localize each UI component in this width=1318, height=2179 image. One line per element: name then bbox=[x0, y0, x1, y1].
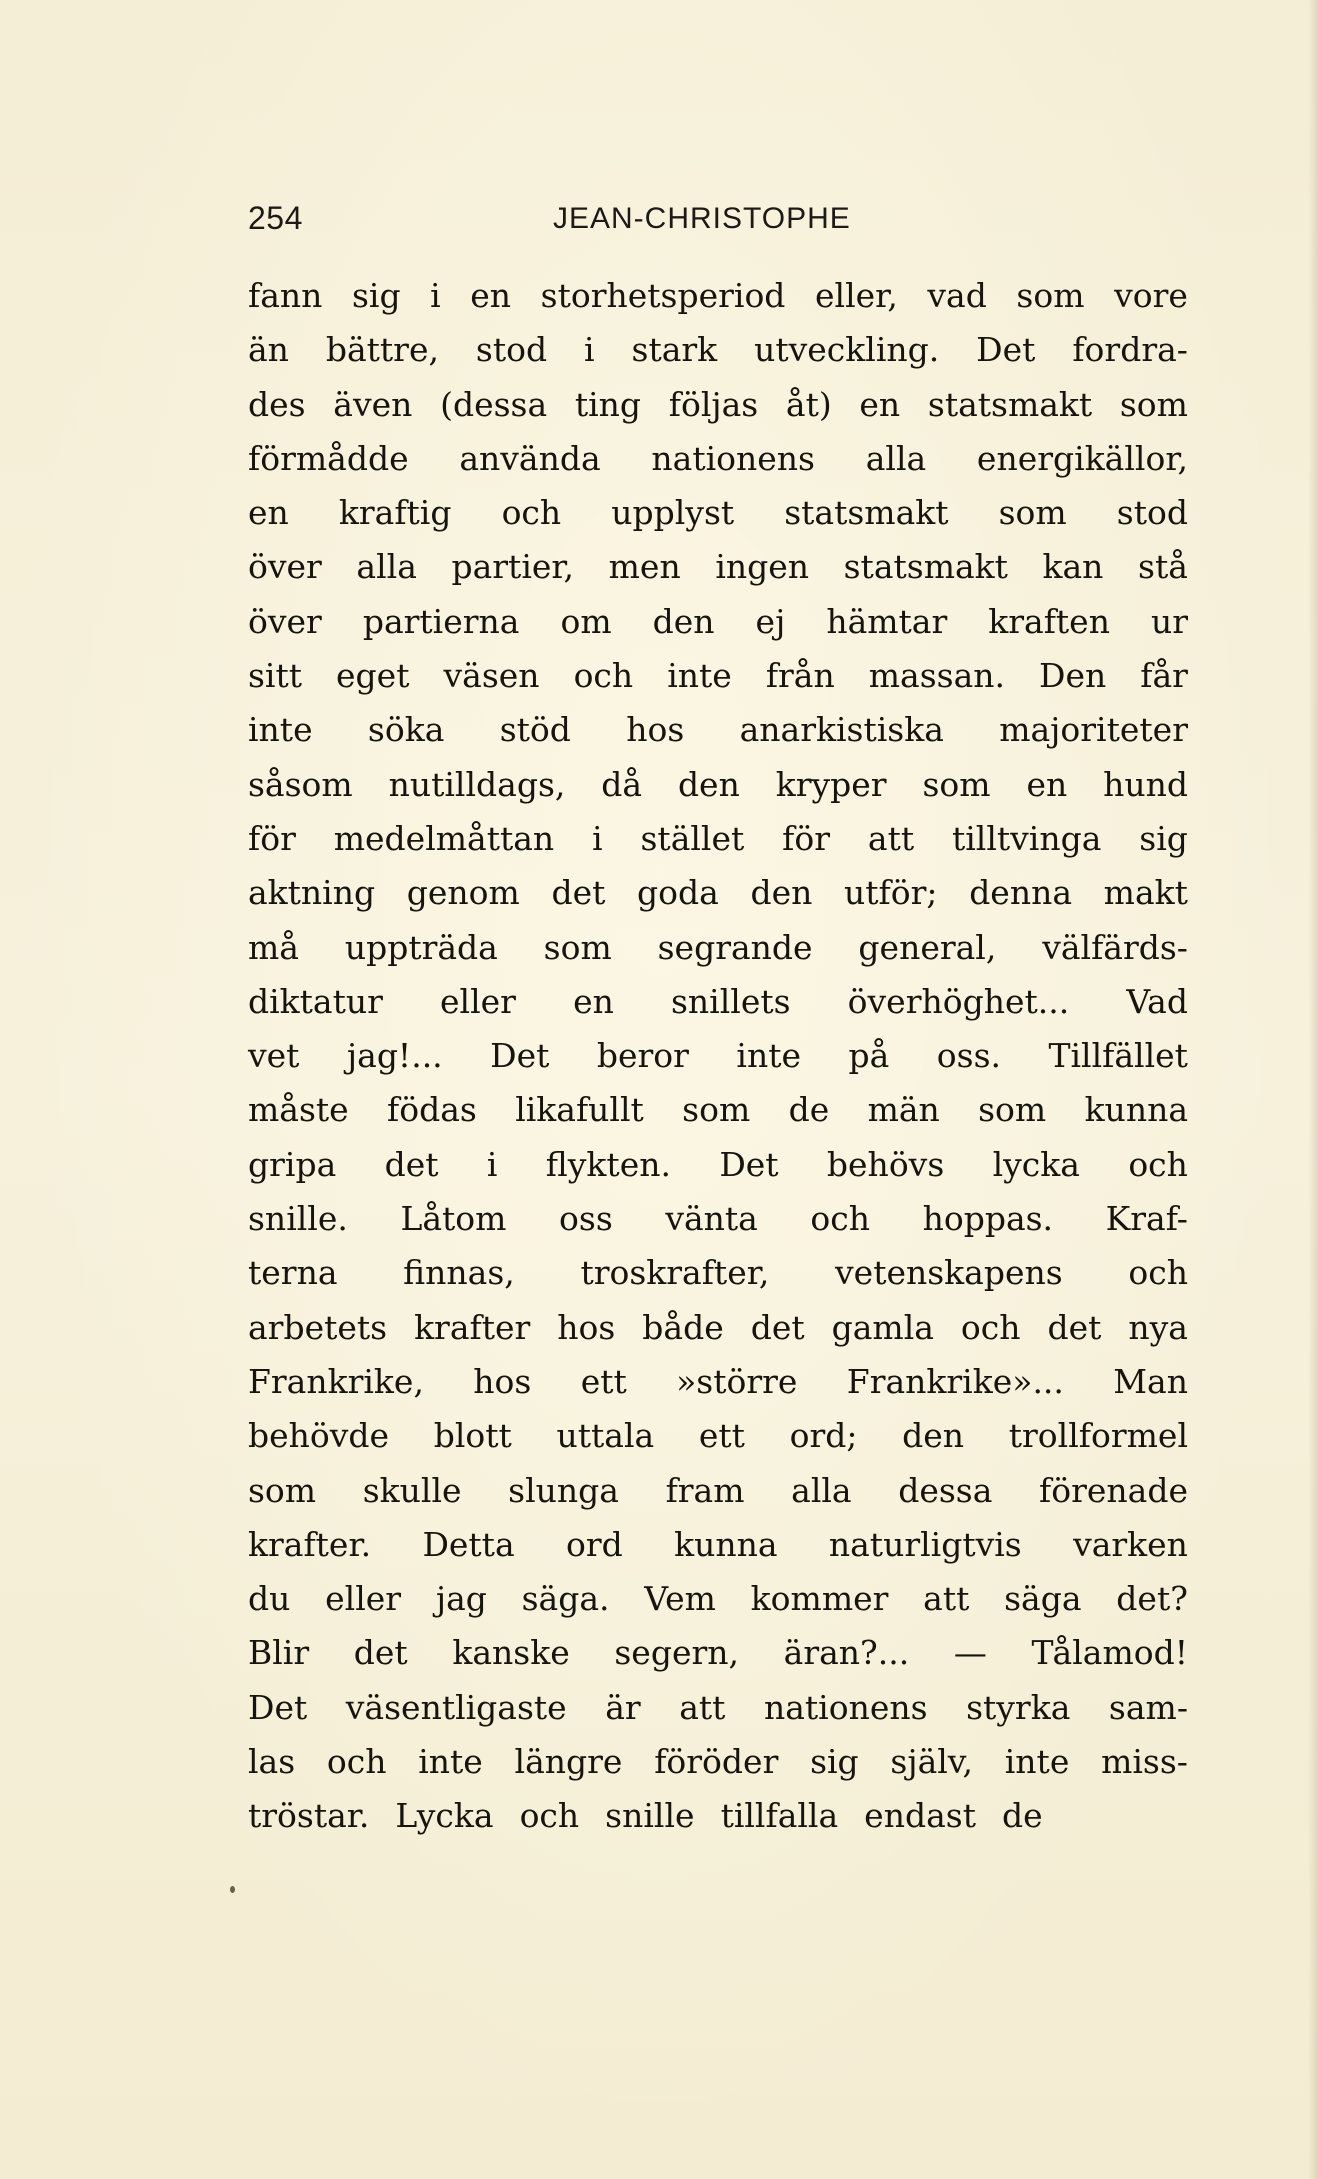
word: åt) bbox=[785, 384, 832, 424]
word: ett bbox=[698, 1416, 745, 1456]
word: alla bbox=[791, 1470, 852, 1510]
word: födas bbox=[387, 1090, 477, 1130]
word: segrande bbox=[657, 927, 813, 967]
word: och bbox=[573, 656, 634, 696]
text-line bbox=[248, 1253, 1188, 1307]
word: general, bbox=[858, 927, 997, 967]
page-number: 254 bbox=[248, 200, 303, 236]
word: Lycka bbox=[395, 1796, 494, 1836]
word: eller, bbox=[815, 276, 898, 315]
text-line bbox=[248, 982, 1188, 1036]
word: kommer bbox=[750, 1579, 889, 1619]
word: lycka bbox=[992, 1144, 1080, 1184]
word: snillets bbox=[670, 981, 791, 1021]
word: säga bbox=[1004, 1579, 1082, 1619]
word: miss- bbox=[1101, 1742, 1188, 1782]
word: kraften bbox=[988, 601, 1110, 641]
word: Det bbox=[248, 1687, 308, 1727]
word: Man bbox=[1113, 1361, 1188, 1401]
word: Tillfället bbox=[1048, 1036, 1188, 1076]
word: att bbox=[867, 818, 915, 858]
ink-speck bbox=[230, 1886, 235, 1893]
word: Tålamod! bbox=[1031, 1633, 1188, 1673]
word: kryper bbox=[775, 764, 887, 804]
word: den bbox=[652, 601, 715, 641]
word: utveckling. bbox=[754, 330, 940, 370]
word: behövs bbox=[826, 1144, 945, 1184]
text-line bbox=[248, 547, 1188, 601]
text-line bbox=[248, 1796, 1188, 1850]
word: både bbox=[642, 1307, 724, 1347]
word: överhöghet... bbox=[847, 981, 1070, 1021]
word: Det bbox=[976, 330, 1036, 370]
word: bättre, bbox=[325, 330, 439, 370]
text-line bbox=[248, 819, 1188, 873]
word: Frankrike, bbox=[248, 1361, 424, 1401]
word: inte bbox=[667, 656, 732, 696]
word: om bbox=[560, 601, 612, 641]
word: massan. bbox=[868, 656, 1006, 696]
text-line bbox=[248, 765, 1188, 819]
word: diktatur bbox=[248, 981, 383, 1021]
word: kanske bbox=[452, 1633, 570, 1673]
word: det bbox=[750, 1307, 805, 1347]
word: majoriteter bbox=[999, 710, 1188, 750]
word: i bbox=[592, 818, 603, 858]
text-line bbox=[248, 1199, 1188, 1253]
word: och bbox=[326, 1742, 387, 1782]
word: det bbox=[551, 873, 606, 913]
word: Vad bbox=[1126, 981, 1188, 1021]
text-line bbox=[248, 1036, 1188, 1090]
word: en bbox=[248, 493, 289, 533]
word: för bbox=[248, 818, 296, 858]
text-line bbox=[248, 1688, 1188, 1742]
word: krafter. bbox=[248, 1524, 372, 1564]
text-line bbox=[248, 1579, 1188, 1633]
word: ting bbox=[574, 384, 642, 424]
word: krafter bbox=[414, 1307, 531, 1347]
word: styrka bbox=[966, 1687, 1071, 1727]
word: des bbox=[248, 384, 306, 424]
word: uppträda bbox=[344, 927, 498, 967]
word: segern, bbox=[614, 1633, 740, 1673]
word: sig bbox=[351, 276, 401, 315]
word: statsmakt bbox=[784, 493, 949, 533]
text-line bbox=[248, 873, 1188, 927]
word: tröstar. bbox=[248, 1796, 370, 1836]
word: fann bbox=[248, 276, 323, 315]
word: i bbox=[430, 276, 441, 315]
word: ingen bbox=[715, 547, 810, 587]
text-line bbox=[248, 330, 1188, 384]
word: som bbox=[922, 764, 991, 804]
word: tilltvinga bbox=[951, 818, 1102, 858]
word: inte bbox=[736, 1036, 802, 1076]
word: som bbox=[543, 927, 612, 967]
word: på bbox=[848, 1036, 890, 1076]
word: och bbox=[1128, 1144, 1188, 1184]
word: söka bbox=[367, 710, 445, 750]
text-line bbox=[248, 1090, 1188, 1144]
word: även bbox=[333, 384, 413, 424]
word: ej bbox=[755, 601, 786, 641]
word: arbetets bbox=[248, 1307, 388, 1347]
word: endast bbox=[864, 1796, 976, 1836]
word: skulle bbox=[362, 1470, 462, 1510]
word: fordra- bbox=[1072, 330, 1188, 370]
word: Kraf- bbox=[1105, 1199, 1188, 1239]
word: flykten. bbox=[545, 1144, 671, 1184]
word: då bbox=[601, 764, 643, 804]
word: såsom bbox=[248, 764, 353, 804]
word: som bbox=[998, 493, 1067, 533]
text-line bbox=[248, 439, 1188, 493]
word: över bbox=[248, 601, 322, 641]
word: och bbox=[1128, 1253, 1188, 1293]
word: kraftig bbox=[338, 493, 452, 533]
word: inte bbox=[248, 710, 313, 750]
text-line bbox=[248, 1308, 1188, 1362]
word: eget bbox=[336, 656, 410, 696]
word: jag!... bbox=[346, 1036, 443, 1076]
word: statsmakt bbox=[927, 384, 1093, 424]
word: ord bbox=[565, 1524, 623, 1564]
word: Den bbox=[1039, 656, 1107, 696]
word: upplyst bbox=[611, 493, 735, 533]
word: statsmakt bbox=[843, 547, 1008, 587]
word: Det bbox=[719, 1144, 779, 1184]
text-line bbox=[248, 493, 1188, 547]
word: ur bbox=[1150, 601, 1188, 641]
word: de bbox=[1001, 1796, 1043, 1836]
text-line bbox=[248, 928, 1188, 982]
word: inte bbox=[418, 1742, 483, 1782]
word: själv, bbox=[890, 1742, 974, 1782]
text-line bbox=[248, 656, 1188, 710]
word: partierna bbox=[362, 601, 520, 641]
word: inte bbox=[1004, 1742, 1070, 1782]
word: slunga bbox=[508, 1470, 619, 1510]
word: trollformel bbox=[1008, 1416, 1188, 1456]
word: en bbox=[1026, 764, 1068, 804]
word: och bbox=[501, 493, 562, 533]
word: ord; bbox=[789, 1416, 858, 1456]
word: Detta bbox=[422, 1524, 515, 1564]
word: hoppas. bbox=[922, 1199, 1054, 1239]
word: Frankrike»... bbox=[846, 1361, 1064, 1401]
word: snille bbox=[605, 1796, 695, 1836]
word: måste bbox=[248, 1090, 349, 1130]
word: jag bbox=[435, 1579, 487, 1619]
word: nationens bbox=[763, 1687, 928, 1727]
word: gripa bbox=[248, 1144, 337, 1184]
word: är bbox=[605, 1687, 641, 1727]
word: (dessa bbox=[440, 384, 548, 424]
word: använda bbox=[459, 438, 601, 478]
word: som bbox=[978, 1090, 1047, 1130]
word: får bbox=[1140, 656, 1188, 696]
word: anarkistiska bbox=[739, 710, 944, 750]
word: och bbox=[519, 1796, 580, 1836]
word: det bbox=[1047, 1307, 1102, 1347]
word: oss. bbox=[936, 1036, 1001, 1076]
word: över bbox=[248, 547, 322, 587]
word: blott bbox=[433, 1416, 512, 1456]
word: en bbox=[470, 276, 512, 315]
word: i bbox=[584, 330, 595, 370]
word: längre bbox=[514, 1742, 623, 1782]
word: medelmåttan bbox=[333, 818, 555, 858]
word: och bbox=[810, 1199, 871, 1239]
word: las bbox=[248, 1742, 296, 1782]
text-line bbox=[248, 1633, 1188, 1687]
word: som bbox=[1016, 276, 1085, 315]
word: storhetsperiod bbox=[540, 276, 786, 315]
word: stå bbox=[1138, 547, 1188, 587]
word: ett bbox=[580, 1361, 627, 1401]
word: behövde bbox=[248, 1416, 390, 1456]
word: stöd bbox=[499, 710, 571, 750]
word: som bbox=[682, 1090, 751, 1130]
text-line bbox=[248, 1742, 1188, 1796]
book-title: JEAN-CHRISTOPHE bbox=[553, 202, 851, 235]
word: Det bbox=[490, 1036, 550, 1076]
word: det bbox=[384, 1144, 439, 1184]
word: stark bbox=[631, 330, 718, 370]
text-line bbox=[248, 1145, 1188, 1199]
word: från bbox=[765, 656, 835, 696]
word: Vem bbox=[644, 1579, 716, 1619]
word: väsen bbox=[443, 656, 540, 696]
word: terna bbox=[248, 1253, 338, 1293]
running-head bbox=[248, 200, 1188, 250]
word: tillfalla bbox=[720, 1796, 839, 1836]
word: nya bbox=[1128, 1307, 1188, 1347]
word: män bbox=[867, 1090, 940, 1130]
word: hämtar bbox=[826, 601, 948, 641]
word: kunna bbox=[674, 1524, 778, 1564]
word: alla bbox=[865, 438, 927, 478]
word: som bbox=[1119, 384, 1188, 424]
word: gamla bbox=[831, 1307, 934, 1347]
text-line bbox=[248, 1362, 1188, 1416]
word: goda bbox=[637, 873, 719, 913]
word: uttala bbox=[556, 1416, 655, 1456]
word: makt bbox=[1103, 873, 1188, 913]
word: eller bbox=[325, 1579, 402, 1619]
body-text bbox=[248, 276, 1188, 1851]
word: vore bbox=[1114, 276, 1188, 315]
word: likafullt bbox=[515, 1090, 644, 1130]
word: än bbox=[248, 330, 289, 370]
text-line bbox=[248, 276, 1188, 330]
word: du bbox=[248, 1579, 291, 1619]
text-line bbox=[248, 385, 1188, 439]
word: oss bbox=[559, 1199, 613, 1239]
text-line bbox=[248, 1471, 1188, 1525]
word: partier, bbox=[451, 547, 575, 587]
word: förmådde bbox=[248, 438, 409, 478]
word: som bbox=[248, 1470, 317, 1510]
word: hos bbox=[626, 710, 685, 750]
word: troskrafter, bbox=[580, 1253, 770, 1293]
word: säga. bbox=[521, 1579, 610, 1619]
text-line bbox=[248, 710, 1188, 764]
word: men bbox=[608, 547, 681, 587]
word: fram bbox=[665, 1470, 745, 1510]
word: förenade bbox=[1039, 1470, 1188, 1510]
word: den bbox=[750, 873, 813, 913]
text-line bbox=[248, 1525, 1188, 1579]
word: sitt bbox=[248, 656, 303, 696]
word: varken bbox=[1073, 1524, 1188, 1564]
word: kan bbox=[1042, 547, 1104, 587]
text-line bbox=[248, 602, 1188, 656]
text-line bbox=[248, 1416, 1188, 1470]
word: »större bbox=[676, 1361, 798, 1401]
word: i bbox=[486, 1144, 498, 1184]
word: dessa bbox=[898, 1470, 993, 1510]
word: hund bbox=[1103, 764, 1188, 804]
word: äran?... bbox=[783, 1633, 910, 1673]
word: alla bbox=[356, 547, 417, 587]
word: och bbox=[960, 1307, 1021, 1347]
word: naturligtvis bbox=[828, 1524, 1022, 1564]
word: stod bbox=[475, 330, 548, 370]
word: för bbox=[782, 818, 831, 858]
word: hos bbox=[557, 1307, 616, 1347]
word: stod bbox=[1116, 493, 1188, 533]
word: sam- bbox=[1108, 1687, 1188, 1727]
word: den bbox=[677, 764, 740, 804]
word: Låtom bbox=[400, 1199, 507, 1239]
word: stället bbox=[640, 818, 745, 858]
word: finnas, bbox=[403, 1253, 515, 1293]
word: hos bbox=[473, 1361, 532, 1401]
word: den bbox=[902, 1416, 965, 1456]
word: snille. bbox=[248, 1199, 348, 1239]
word: beror bbox=[596, 1036, 689, 1076]
word: nationens bbox=[651, 438, 815, 478]
word: de bbox=[788, 1090, 830, 1130]
word: en bbox=[573, 981, 614, 1021]
word: föröder bbox=[654, 1742, 779, 1782]
word: en bbox=[859, 384, 901, 424]
word: denna bbox=[969, 873, 1073, 913]
word: det bbox=[353, 1633, 408, 1673]
word: det? bbox=[1116, 1579, 1188, 1619]
word: sig bbox=[810, 1742, 859, 1782]
word: vetenskapens bbox=[835, 1253, 1063, 1293]
page-edge-shadow bbox=[1308, 0, 1318, 2179]
word: sig bbox=[1139, 818, 1188, 858]
word: — bbox=[953, 1633, 987, 1673]
word: vänta bbox=[665, 1199, 758, 1239]
word: genom bbox=[406, 873, 520, 913]
word: vet bbox=[248, 1036, 300, 1076]
word: må bbox=[248, 927, 299, 967]
word: väsentligaste bbox=[345, 1687, 567, 1727]
word: att bbox=[679, 1687, 726, 1727]
word: följas bbox=[668, 384, 759, 424]
word: utför; bbox=[844, 873, 938, 913]
word: vad bbox=[927, 276, 987, 315]
word: att bbox=[923, 1579, 970, 1619]
word: nutilldags, bbox=[388, 764, 566, 804]
word: energikällor, bbox=[976, 438, 1188, 478]
word: kunna bbox=[1084, 1090, 1188, 1130]
word: aktning bbox=[248, 873, 376, 913]
word: välfärds- bbox=[1042, 927, 1188, 967]
word: eller bbox=[440, 981, 516, 1021]
word: Blir bbox=[248, 1633, 310, 1673]
